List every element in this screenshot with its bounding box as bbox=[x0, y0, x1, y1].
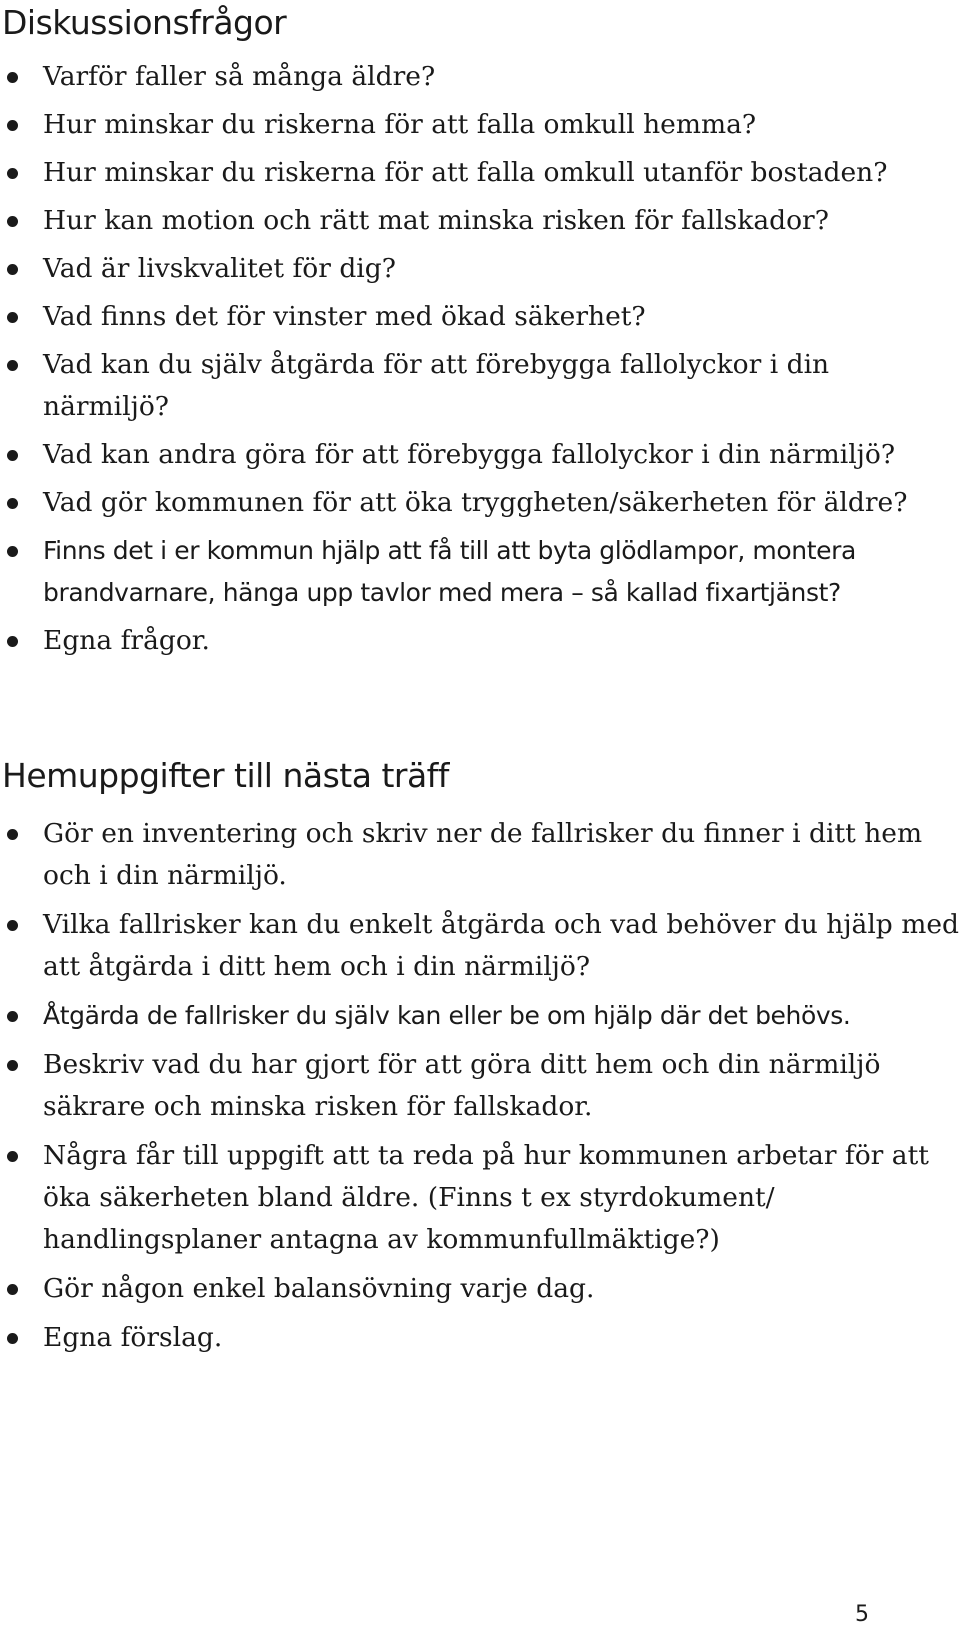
bullet-icon bbox=[7, 216, 18, 227]
bullet-icon bbox=[7, 120, 18, 131]
bullet-icon bbox=[7, 546, 18, 557]
list-item: Beskriv vad du har gjort för att göra ditt hem och din närmiljö säkrare och minska risken för fallskador. bbox=[0, 1044, 943, 1128]
bullet-icon bbox=[7, 1284, 18, 1295]
bullet-icon bbox=[7, 360, 18, 371]
bullet-icon bbox=[7, 829, 18, 840]
list-item: Finns det i er kommun hjälp att få till att byta glödlampor, montera brandvarnare, hänga upp tavlor med mera – så kallad fixartjänst? bbox=[0, 530, 959, 614]
bullet-icon bbox=[7, 1060, 18, 1071]
list-item: Hur kan motion och rätt mat minska risken för fallskador? bbox=[0, 200, 958, 242]
bullet-icon bbox=[7, 1011, 18, 1022]
list-item: Vilka fallrisker kan du enkelt åtgärda och vad behöver du hjälp med att åtgärda i ditt hem och i din närmiljö? bbox=[0, 904, 959, 988]
list-item: Vad kan du själv åtgärda för att förebygga fallolyckor i din närmiljö? bbox=[0, 344, 843, 428]
homework-list bbox=[0, 813, 958, 1366]
list-item: Gör någon enkel balansövning varje dag. bbox=[0, 1268, 958, 1310]
list-item: Hur minskar du riskerna för att falla omkull hemma? bbox=[0, 104, 958, 146]
list-item: Vad finns det för vinster med ökad säkerhet? bbox=[0, 296, 958, 338]
bullet-icon bbox=[7, 264, 18, 275]
list-item: Vad gör kommunen för att öka tryggheten/säkerheten för äldre? bbox=[0, 482, 958, 524]
bullet-icon bbox=[7, 450, 18, 461]
list-item: Hur minskar du riskerna för att falla omkull utanför bostaden? bbox=[0, 152, 958, 194]
page-number: 5 bbox=[855, 1602, 869, 1627]
discussion-heading: Diskussionsfrågor bbox=[2, 3, 287, 42]
list-item: Varför faller så många äldre? bbox=[0, 56, 958, 98]
list-item: Vad är livskvalitet för dig? bbox=[0, 248, 958, 290]
list-item: Gör en inventering och skriv ner de fallrisker du finner i ditt hem och i din närmiljö. bbox=[0, 813, 923, 897]
bullet-icon bbox=[7, 636, 18, 647]
list-item: Egna förslag. bbox=[0, 1317, 958, 1359]
list-item: Egna frågor. bbox=[0, 620, 958, 662]
discussion-list bbox=[0, 56, 958, 668]
list-item: Vad kan andra göra för att förebygga fallolyckor i din närmiljö? bbox=[0, 434, 958, 476]
bullet-icon bbox=[7, 72, 18, 83]
list-item: Några får till uppgift att ta reda på hur kommunen arbetar för att öka säkerheten bland äldre. (Finns t ex styrdokument/ handlingsplaner antagna av kommunfullmäktige?) bbox=[0, 1135, 959, 1261]
bullet-icon bbox=[7, 498, 18, 509]
bullet-icon bbox=[7, 168, 18, 179]
list-item: Åtgärda de fallrisker du själv kan eller be om hjälp där det behövs. bbox=[0, 995, 958, 1037]
bullet-icon bbox=[7, 1151, 18, 1162]
bullet-icon bbox=[7, 312, 18, 323]
bullet-icon bbox=[7, 1333, 18, 1344]
homework-heading: Hemuppgifter till nästa träff bbox=[2, 756, 449, 795]
bullet-icon bbox=[7, 920, 18, 931]
